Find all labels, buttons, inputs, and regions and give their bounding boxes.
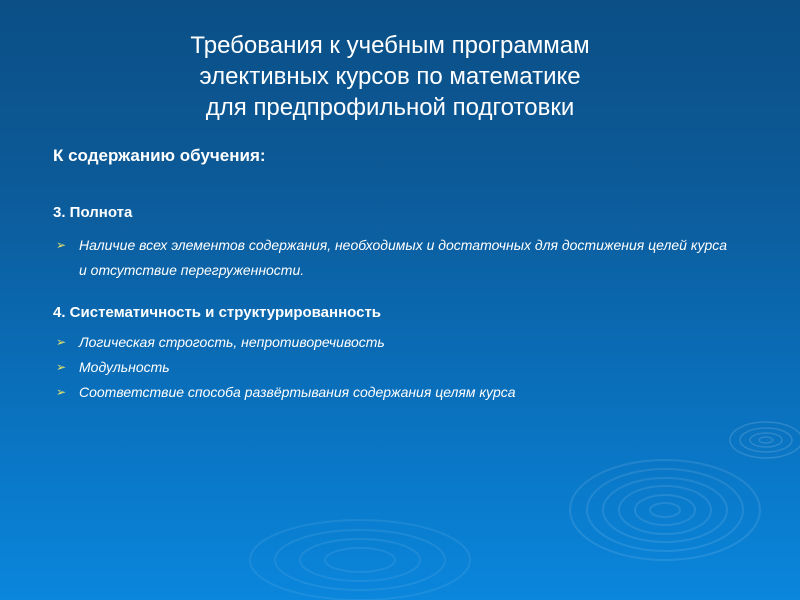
- ripple-bottom-left: [250, 520, 470, 600]
- ripple-small: [730, 422, 800, 458]
- list-item: [48, 380, 738, 405]
- arrowhead-bullet-icon: ➢: [56, 335, 67, 349]
- title-line: для предпрофильной подготовки: [205, 94, 575, 121]
- list-item: [48, 330, 738, 355]
- ripple-large: [570, 460, 760, 560]
- list-item: [48, 355, 738, 380]
- list-item-text: Логическая строгость, непротиворечивость: [79, 334, 385, 350]
- section-heading-systematicity: 4. Систематичность и структурированность: [53, 304, 382, 321]
- title-line: Требования к учебным программам: [190, 32, 590, 59]
- list-item: [48, 233, 738, 283]
- section-heading-completeness: 3. Полнота: [53, 204, 133, 221]
- slide-title: [150, 30, 630, 123]
- list-item-text: Модульность: [79, 359, 170, 375]
- arrowhead-bullet-icon: ➢: [56, 385, 67, 399]
- title-line: элективных курсов по математике: [199, 63, 581, 90]
- completeness-list: [48, 233, 738, 283]
- list-item-text: Наличие всех элементов содержания, необходимых и достаточных для достижения целей курса и отсутствие перегруженности.: [79, 237, 728, 278]
- arrowhead-bullet-icon: ➢: [56, 360, 67, 374]
- content-subtitle: К содержанию обучения:: [53, 146, 266, 165]
- arrowhead-bullet-icon: ➢: [56, 238, 67, 252]
- list-item-text: Соответствие способа развёртывания содержания целям курса: [79, 384, 516, 400]
- systematicity-list: [48, 330, 738, 405]
